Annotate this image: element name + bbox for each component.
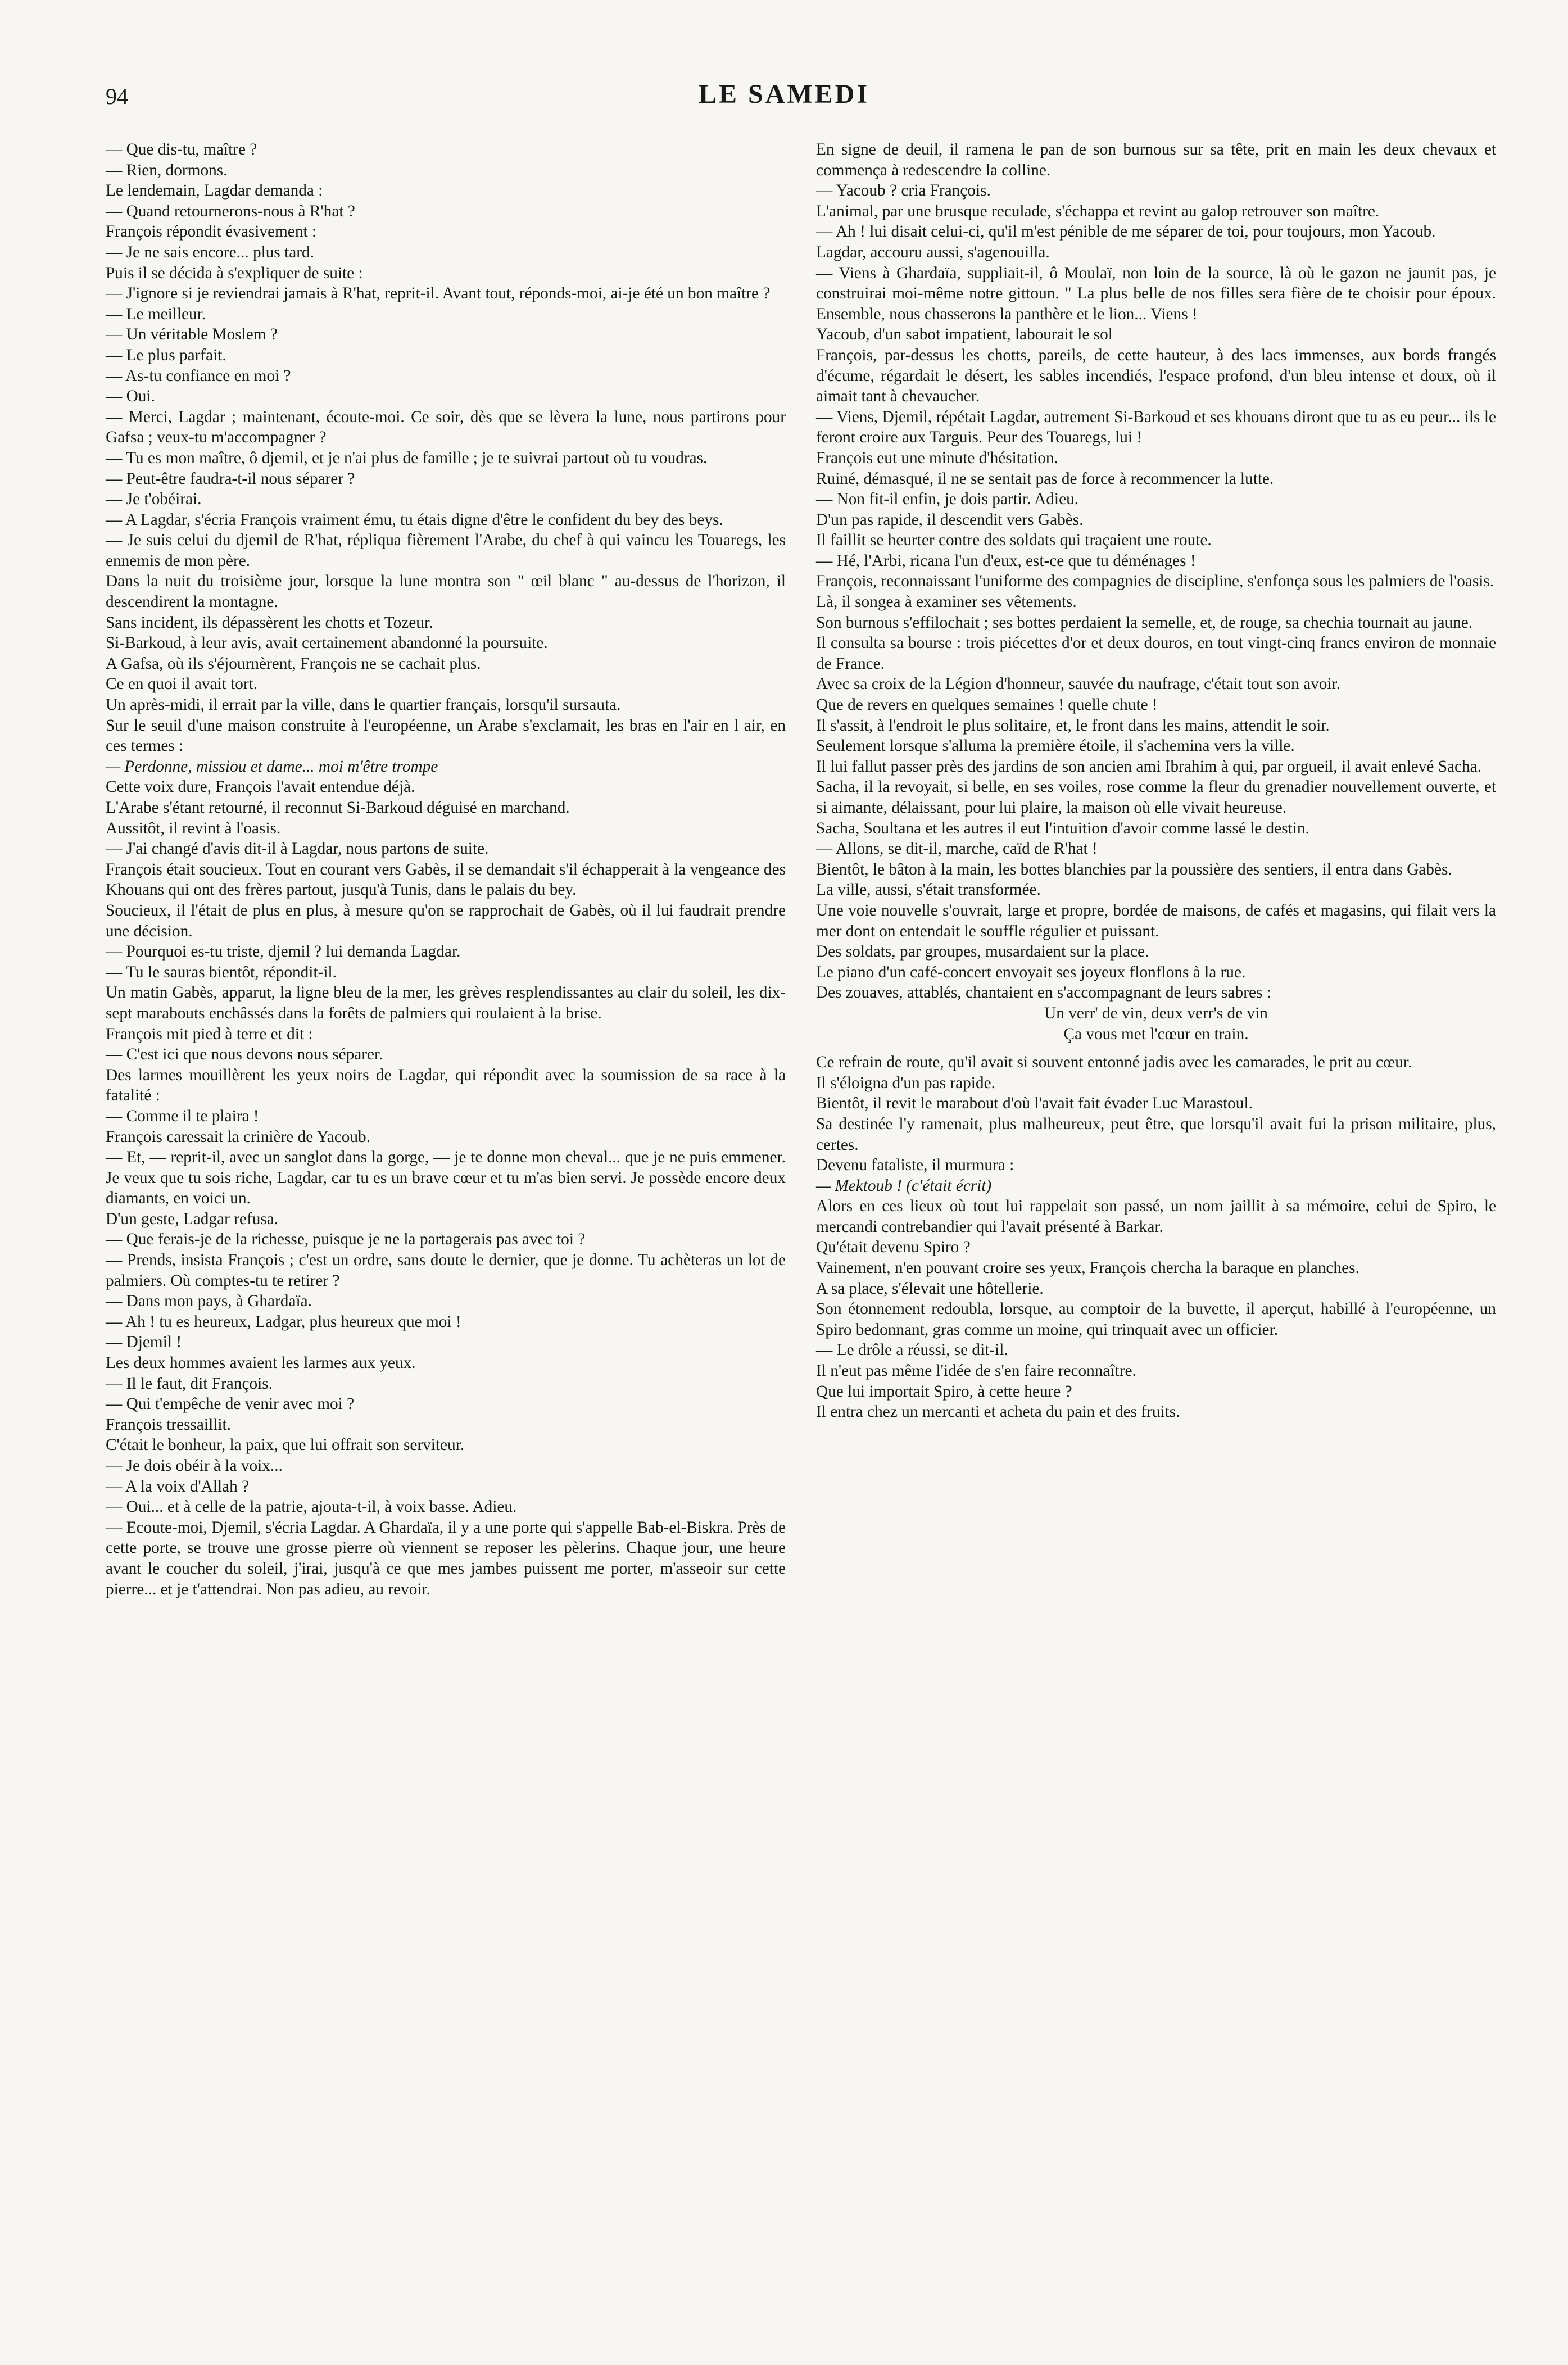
paragraph: — Et, — reprit-il, avec un sanglot dans la gorge, — je te donne mon cheval... que je ne puis emmener. Je veux que tu sois riche, Lagdar, car tu es un brave cœur et tu m'as bien servi. Je possède encore deux diamants, en voici un. xyxy=(106,1148,786,1208)
left-column xyxy=(106,139,786,1600)
paragraph: Les deux hommes avaient les larmes aux yeux. xyxy=(106,1354,416,1372)
paragraph: — Le plus parfait. xyxy=(106,346,226,364)
paragraph: D'un geste, Ladgar refusa. xyxy=(106,1209,279,1228)
paragraph: François, reconnaissant l'uniforme des compagnies de discipline, s'enfonça sous les palmiers de l'oasis. xyxy=(816,572,1494,591)
paragraph: Il entra chez un mercanti et acheta du pain et des fruits. xyxy=(816,1403,1180,1421)
paragraph: Il s'assit, à l'endroit le plus solitaire, et, le front dans les mains, attendit le soir. xyxy=(816,716,1330,735)
song-verse: Ça vous met l'cœur en train. xyxy=(1063,1025,1249,1043)
paragraph: François mit pied à terre et dit : xyxy=(106,1025,313,1043)
paragraph: L'animal, par une brusque reculade, s'échappa et revint au galop retrouver son maître. xyxy=(816,202,1380,220)
paragraph: Sans incident, ils dépassèrent les chotts et Tozeur. xyxy=(106,613,433,632)
paragraph: — Qui t'empêche de venir avec moi ? xyxy=(106,1395,355,1413)
paragraph: — As-tu confiance en moi ? xyxy=(106,366,291,385)
page-number: 94 xyxy=(106,84,128,109)
paragraph: Alors en ces lieux où tout lui rappelait son passé, un nom jaillit à sa mémoire, celui de Spiro, le mercandi contrebandier qui l'avait présenté à Barkar. xyxy=(816,1197,1496,1236)
paragraph: — Je ne sais encore... plus tard. xyxy=(106,243,314,261)
paragraph: — Viens à Ghardaïa, suppliait-il, ô Moulaï, non loin de la source, là où le gazon ne jaunit pas, je construirai moi-même notre gittoun. " La plus belle de nos filles sera fière de te choisir pour époux. Ensemble, nous chasserons la panthère et le lion... Viens ! xyxy=(816,264,1496,323)
paragraph: Devenu fataliste, il murmura : xyxy=(816,1156,1014,1175)
paragraph: François était soucieux. Tout en courant vers Gabès, il se demandait s'il échapperait à la vengeance des Khouans qui ont des frères partout, jusqu'à Tunis, dans le palais du bey. xyxy=(106,860,786,899)
paragraph: L'Arabe s'étant retourné, il reconnut Si-Barkoud déguisé en marchand. xyxy=(106,799,570,817)
paragraph: — A Lagdar, s'écria François vraiment ému, tu étais digne d'être le confident du bey des beys. xyxy=(106,510,723,529)
paragraph: — Oui... et à celle de la patrie, ajouta-t-il, à voix basse. Adieu. xyxy=(106,1498,517,1516)
paragraph: Un matin Gabès, apparut, la ligne bleu de la mer, les grèves resplendissantes au clair du soleil, les dix-sept marabouts enchâssés dans la forêts de palmiers qui roulaient à la brise. xyxy=(106,984,786,1022)
paragraph: — Oui. xyxy=(106,387,155,406)
paragraph: Son étonnement redoubla, lorsque, au comptoir de la buvette, il aperçut, habillé à l'européenne, un Spiro bedonnant, gras comme un moine, qui trinquait avec un officier. xyxy=(816,1300,1496,1339)
paragraph: — Mektoub ! (c'était écrit) xyxy=(816,1176,992,1195)
paragraph: — C'est ici que nous devons nous séparer. xyxy=(106,1045,383,1064)
paragraph: François tressaillit. xyxy=(106,1415,231,1434)
paragraph: — Ah ! lui disait celui-ci, qu'il m'est pénible de me séparer de toi, pour toujours, mon Yacoub. xyxy=(816,223,1436,241)
paragraph: — Yacoub ? cria François. xyxy=(816,182,991,200)
paragraph: C'était le bonheur, la paix, que lui offrait son serviteur. xyxy=(106,1436,465,1455)
paragraph: — Que dis-tu, maître ? xyxy=(106,141,257,158)
paragraph: — Un véritable Moslem ? xyxy=(106,325,278,344)
paragraph: Qu'était devenu Spiro ? xyxy=(816,1238,971,1257)
paragraph: — Quand retournerons-nous à R'hat ? xyxy=(106,202,355,220)
paragraph: Sur le seuil d'une maison construite à l'européenne, un Arabe s'exclamait, les bras en l'air en l air, en ces termes : xyxy=(106,716,786,755)
paragraph: Il consulta sa bourse : trois piécettes d'or et deux douros, en tout vingt-cinq francs environ de monnaie de France. xyxy=(816,634,1496,673)
paragraph: Il s'éloigna d'un pas rapide. xyxy=(816,1073,995,1092)
paragraph: La ville, aussi, s'était transformée. xyxy=(816,881,1041,899)
paragraph: Des zouaves, attablés, chantaient en s'accompagnant de leurs sabres : xyxy=(816,984,1271,1002)
paragraph: Avec sa croix de la Légion d'honneur, sauvée du naufrage, c'était tout son avoir. xyxy=(816,675,1340,694)
paragraph: — Tu le sauras bientôt, répondit-il. xyxy=(106,963,337,981)
paragraph: — Le meilleur. xyxy=(106,305,206,323)
paragraph: — Pourquoi es-tu triste, djemil ? lui demanda Lagdar. xyxy=(106,943,461,961)
paragraph: François eut une minute d'hésitation. xyxy=(816,448,1058,467)
right-column xyxy=(816,139,1496,1422)
paragraph: D'un pas rapide, il descendit vers Gabès. xyxy=(816,510,1084,529)
paragraph: — Perdonne, missiou et dame... moi m'être trompe xyxy=(106,757,438,776)
paragraph: Des larmes mouillèrent les yeux noirs de Lagdar, qui répondit avec la soumission de sa race à la fatalité : xyxy=(106,1066,786,1105)
paragraph: Ruiné, démasqué, il ne se sentait pas de force à recommencer la lutte. xyxy=(816,469,1274,488)
paragraph: Il faillit se heurter contre des soldats qui traçaient une route. xyxy=(816,531,1212,550)
paragraph: Un après-midi, il errait par la ville, dans le quartier français, lorsqu'il sursauta. xyxy=(106,696,621,714)
paragraph: — Merci, Lagdar ; maintenant, écoute-moi. Ce soir, dès que se lèvera la lune, nous partirons pour Gafsa ; veux-tu m'accompagner ? xyxy=(106,407,786,447)
paragraph: — Peut-être faudra-t-il nous séparer ? xyxy=(106,469,355,488)
paragraph: Aussitôt, il revint à l'oasis. xyxy=(106,819,281,837)
paragraph: — Tu es mon maître, ô djemil, et je n'ai plus de famille ; je te suivrai partout où tu voudras. xyxy=(106,448,708,467)
paragraph: — Rien, dormons. xyxy=(106,161,228,179)
paragraph: Soucieux, il l'était de plus en plus, à mesure qu'on se rapprochait de Gabès, où il lui faudrait prendre une décision. xyxy=(106,901,786,940)
running-title: LE SAMEDI xyxy=(698,79,870,109)
paragraph: — Ah ! tu es heureux, Ladgar, plus heureux que moi ! xyxy=(106,1312,461,1331)
paragraph: — Le drôle a réussi, se dit-il. xyxy=(816,1341,1008,1360)
paragraph: Sacha, Soultana et les autres il eut l'intuition d'avoir comme lassé le destin. xyxy=(816,819,1309,837)
paragraph: Si-Barkoud, à leur avis, avait certainement abandonné la poursuite. xyxy=(106,634,548,653)
paragraph: Ce en quoi il avait tort. xyxy=(106,675,258,694)
paragraph: Une voie nouvelle s'ouvrait, large et propre, bordée de maisons, de cafés et magasins, qui filait vers la mer dont on entendait le souffle régulier et puissant. xyxy=(816,901,1496,940)
paragraph: Yacoub, d'un sabot impatient, labourait le sol xyxy=(816,325,1113,344)
paragraph: — Je t'obéirai. xyxy=(106,490,202,509)
paragraph: Dans la nuit du troisième jour, lorsque la lune montra son " œil blanc " au-dessus de l'horizon, il descendirent la montagne. xyxy=(106,572,786,611)
paragraph: A sa place, s'élevait une hôtellerie. xyxy=(816,1279,1044,1298)
paragraph: Puis il se décida à s'expliquer de suite : xyxy=(106,264,363,282)
paragraph: — A la voix d'Allah ? xyxy=(106,1477,250,1496)
paragraph: Bientôt, le bâton à la main, les bottes blanchies par la poussière des sentiers, il entra dans Gabès. xyxy=(816,860,1452,878)
paragraph: — Il le faut, dit François. xyxy=(106,1374,273,1393)
paragraph: A Gafsa, où ils s'éjournèrent, François ne se cachait plus. xyxy=(106,654,481,673)
paragraph: Sa destinée l'y ramenait, plus malheureux, peut être, que lorsqu'il avait fui la prison militaire, plus, certes. xyxy=(816,1114,1496,1154)
paragraph: Il lui fallut passer près des jardins de son ancien ami Ibrahim à qui, par orgueil, il avait enlevé Sacha. xyxy=(816,757,1481,776)
paragraph: Ce refrain de route, qu'il avait si souvent entonné jadis avec les camarades, le prit au cœur. xyxy=(816,1053,1412,1072)
paragraph: — Prends, insista François ; c'est un ordre, sans doute le dernier, que je donne. Tu achèteras un lot de palmiers. Où comptes-tu te retirer ? xyxy=(106,1251,786,1290)
paragraph: Le lendemain, Lagdar demanda : xyxy=(106,182,323,200)
paragraph: — J'ai changé d'avis dit-il à Lagdar, nous partons de suite. xyxy=(106,840,489,858)
paragraph: — Je suis celui du djemil de R'hat, répliqua fièrement l'Arabe, du chef à qui vaincu les Touaregs, les ennemis de mon père. xyxy=(106,531,786,570)
paragraph: En signe de deuil, il ramena le pan de son burnous sur sa tête, prit en main les deux chevaux et commença à redescendre la colline. xyxy=(816,141,1496,179)
paragraph: Vainement, n'en pouvant croire ses yeux, François chercha la baraque en planches. xyxy=(816,1259,1359,1277)
paragraph: — Ecoute-moi, Djemil, s'écria Lagdar. A Ghardaïa, il y a une porte qui s'appelle Bab-el-Biskra. Près de cette porte, se trouve une grosse pierre où viennent se reposer les pèlerins. Chaque jour, une heure avant le coucher du soleil, j'irai, jusqu'à ce que mes jambes puissent me porter, m'asseoir sur cette pierre... et je t'attendrai. Non pas adieu, au revoir. xyxy=(106,1518,786,1598)
paragraph: Seulement lorsque s'alluma la première étoile, il s'achemina vers la ville. xyxy=(816,737,1295,755)
paragraph: — Hé, l'Arbi, ricana l'un d'eux, est-ce que tu déménages ! xyxy=(816,551,1196,570)
paragraph: Que de revers en quelques semaines ! quelle chute ! xyxy=(816,696,1158,714)
paragraph: François, par-dessus les chotts, pareils, de cette hauteur, à des lacs immenses, aux bords frangés d'écume, régardait le désert, les sables incendiés, l'espace profond, d'un bleu intense et doux, où il aimait tant à chevaucher. xyxy=(816,346,1496,406)
paragraph: — Non fit-il enfin, je dois partir. Adieu. xyxy=(816,490,1079,509)
paragraph: — Allons, se dit-il, marche, caïd de R'hat ! xyxy=(816,840,1098,858)
paragraph: Son burnous s'effilochait ; ses bottes perdaient la semelle, et, de rouge, sa chechia tournait au jaune. xyxy=(816,613,1473,632)
paragraph: Le piano d'un café-concert envoyait ses joyeux flonflons à la rue. xyxy=(816,963,1246,981)
paragraph: Cette voix dure, François l'avait entendue déjà. xyxy=(106,778,415,796)
paragraph: — Viens, Djemil, répétait Lagdar, autrement Si-Barkoud et ses khouans diront que tu as eu peur... ils le feront croire aux Targuis. Peur des Touaregs, lui ! xyxy=(816,407,1496,447)
paragraph: Il n'eut pas même l'idée de s'en faire reconnaître. xyxy=(816,1362,1136,1380)
paragraph: — J'ignore si je reviendrai jamais à R'hat, reprit-il. Avant tout, réponds-moi, ai-je été un bon maître ? xyxy=(106,284,771,303)
paragraph: — Comme il te plaira ! xyxy=(106,1107,259,1125)
paragraph: François répondit évasivement : xyxy=(106,223,317,241)
paragraph: Bientôt, il revit le marabout d'où l'avait fait évader Luc Marastoul. xyxy=(816,1094,1253,1113)
paragraph: François caressait la crinière de Yacoub. xyxy=(106,1127,371,1146)
paragraph: — Que ferais-je de la richesse, puisque je ne la partagerais pas avec toi ? xyxy=(106,1230,586,1249)
paragraph: Sacha, il la revoyait, si belle, en ses voiles, rose comme la fleur du grenadier nouvellement ouverte, et si aimante, délaissant, pour lui plaire, la maison où elle vivait heureuse. xyxy=(816,778,1496,817)
paragraph: Des soldats, par groupes, musardaient sur la place. xyxy=(816,943,1149,961)
paragraph: Que lui importait Spiro, à cette heure ? xyxy=(816,1382,1072,1401)
paragraph: — Djemil ! xyxy=(106,1333,182,1352)
paragraph: Lagdar, accouru aussi, s'agenouilla. xyxy=(816,243,1050,261)
paragraph: — Dans mon pays, à Ghardaïa. xyxy=(106,1292,312,1311)
song-verse: Un verr' de vin, deux verr's de vin xyxy=(1044,1004,1268,1022)
paragraph: — Je dois obéir à la voix... xyxy=(106,1457,283,1475)
paragraph: Là, il songea à examiner ses vêtements. xyxy=(816,593,1077,611)
